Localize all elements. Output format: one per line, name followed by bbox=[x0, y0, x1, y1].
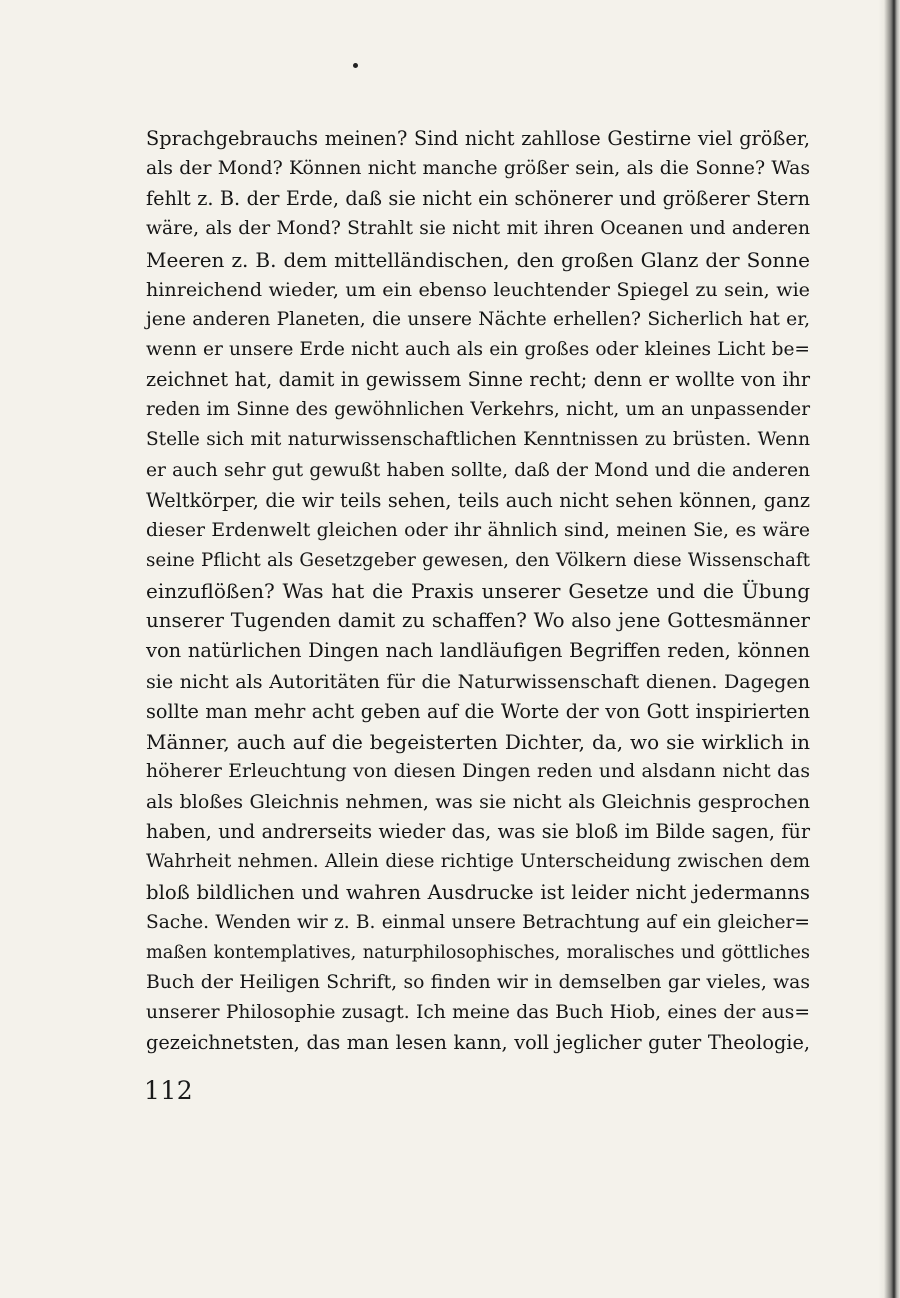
text-line: von natürlichen Dingen nach landläufigen Begriffen reden, können bbox=[146, 639, 810, 663]
ink-dot-mark bbox=[353, 63, 358, 68]
text-line: fehlt z. B. der Erde, daß sie nicht ein schönerer und größerer Stern bbox=[146, 187, 810, 211]
text-line: gezeichnetsten, das man lesen kann, voll jeglicher guter Theologie, bbox=[146, 1031, 810, 1055]
text-line: unserer Philosophie zusagt. Ich meine das Buch Hiob, eines der aus= bbox=[146, 1002, 810, 1024]
text-line: seine Pflicht als Gesetzgeber gewesen, den Völkern diese Wissenschaft bbox=[146, 549, 810, 571]
text-line: wenn er unsere Erde nicht auch als ein großes oder kleines Licht be= bbox=[146, 338, 810, 360]
text-line: sollte man mehr acht geben auf die Worte der von Gott inspirierten bbox=[146, 699, 810, 723]
text-line: reden im Sinne des gewöhnlichen Verkehrs, nicht, um an unpassender bbox=[146, 399, 810, 421]
text-line: Wahrheit nehmen. Allein diese richtige Unterscheidung zwischen dem bbox=[146, 851, 810, 873]
text-line: zeichnet hat, damit in gewissem Sinne recht; denn er wollte von ihr bbox=[146, 368, 810, 392]
text-line: höherer Erleuchtung von diesen Dingen reden und alsdann nicht das bbox=[146, 760, 810, 782]
text-line: haben, und andrerseits wieder das, was sie bloß im Bilde sagen, für bbox=[146, 820, 810, 844]
text-line: Buch der Heiligen Schrift, so finden wir in demselben gar vieles, was bbox=[146, 971, 810, 993]
text-line: unserer Tugenden damit zu schaffen? Wo also jene Gottesmänner bbox=[146, 609, 810, 633]
text-line: als bloßes Gleichnis nehmen, was sie nicht als Gleichnis gesprochen bbox=[146, 791, 810, 814]
text-line: hinreichend wieder, um ein ebenso leuchtender Spiegel zu sein, wie bbox=[146, 277, 810, 301]
body-text bbox=[146, 124, 810, 1058]
page-number: 112 bbox=[144, 1076, 194, 1105]
text-line: sie nicht als Autoritäten für die Naturwissenschaft dienen. Dagegen bbox=[146, 669, 810, 693]
text-line: Sache. Wenden wir z. B. einmal unsere Betrachtung auf ein gleicher= bbox=[146, 911, 810, 933]
text-line: Stelle sich mit naturwissenschaftlichen Kenntnissen zu brüsten. Wenn bbox=[146, 429, 810, 451]
text-line: Männer, auch auf die begeisterten Dichter, da, wo sie wirklich in bbox=[146, 729, 810, 754]
text-line: wäre, als der Mond? Strahlt sie nicht mit ihren Oceanen und anderen bbox=[146, 218, 810, 240]
page-binding-edge bbox=[878, 0, 900, 1298]
text-line: einzuflößen? Was hat die Praxis unserer Gesetze und die Übung bbox=[146, 579, 810, 604]
text-line: Weltkörper, die wir teils sehen, teils auch nicht sehen können, ganz bbox=[146, 488, 810, 512]
text-line: maßen kontemplatives, naturphilosophisches, moralisches und göttliches bbox=[146, 942, 810, 963]
text-line: als der Mond? Können nicht manche größer sein, als die Sonne? Was bbox=[146, 158, 810, 180]
text-line: er auch sehr gut gewußt haben sollte, daß der Mond und die anderen bbox=[146, 459, 810, 481]
text-line: Sprachgebrauchs meinen? Sind nicht zahllose Gestirne viel größer, bbox=[146, 127, 810, 150]
text-line: jene anderen Planeten, die unsere Nächte erhellen? Sicherlich hat er, bbox=[146, 308, 810, 330]
text-line: dieser Erdenwelt gleichen oder ihr ähnlich sind, meinen Sie, es wäre bbox=[146, 519, 810, 541]
text-line: Meeren z. B. dem mittelländischen, den großen Glanz der Sonne bbox=[146, 247, 810, 272]
text-line: bloß bildlichen und wahren Ausdrucke ist leider nicht jedermanns bbox=[146, 880, 810, 904]
